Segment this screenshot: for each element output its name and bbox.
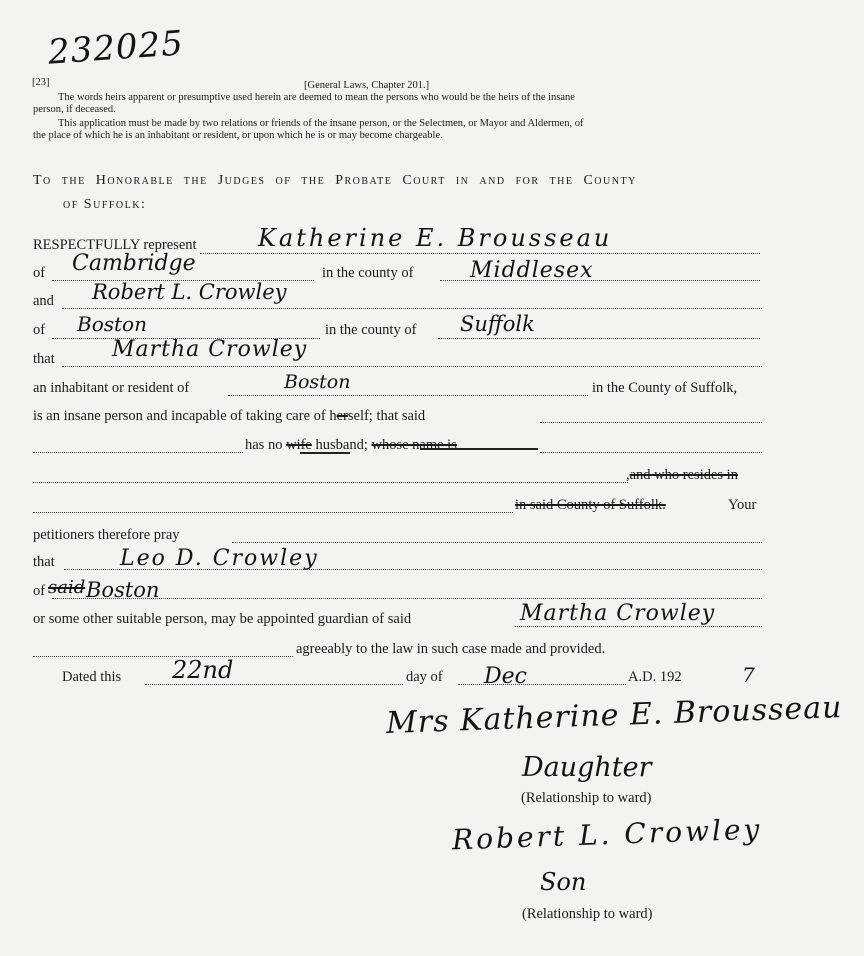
petitioner-1-name: Katherine E. Brousseau — [258, 224, 613, 252]
your-label: Your — [728, 497, 757, 513]
file-number: 232025 — [46, 23, 186, 73]
dated-label: Dated this — [62, 669, 122, 685]
signature-2: Robert L. Crowley — [451, 812, 763, 857]
ad-label: A.D. 192 — [628, 669, 682, 685]
relation-1: Daughter — [522, 752, 652, 783]
relationship-caption-2: (Relationship to ward) — [522, 906, 653, 922]
respectfully-label: RESPECTFULLY represent — [33, 237, 197, 253]
petitioner-1-county: Middlesex — [470, 258, 594, 283]
note-2a: This application must be made by two relations or friends of the insane person, or the Selectmen, or Mayor and Aldermen, of — [58, 118, 584, 129]
form-number: [23] — [32, 77, 50, 88]
note-2b: the place of which he is an inhabitant or resident, or upon which he is or may become chargeable. — [33, 130, 443, 141]
day-of-label: day of — [406, 669, 443, 685]
address-line-1: To the Honorable the Judges of the Probate Court in and for the County — [33, 173, 637, 188]
inhabitant-label: an inhabitant or resident of — [33, 380, 190, 396]
relation-2: Son — [540, 868, 587, 896]
resides-clause: ,and who resides in — [626, 467, 738, 483]
that-label-2: that — [33, 554, 55, 570]
suitable-label: or some other suitable person, may be appointed guardian of said — [33, 611, 412, 627]
in-said-county-clause: in said County of Suffolk. — [515, 497, 666, 513]
petitioner-2-name: Robert L. Crowley — [92, 280, 287, 304]
law-reference: [General Laws, Chapter 201.] — [304, 80, 430, 91]
petitioner-2-town: Boston — [77, 312, 147, 336]
agreeably-label: agreeably to the law in such case made and provided. — [296, 641, 606, 657]
proposed-guardian: Leo D. Crowley — [120, 546, 319, 571]
and-label: and — [33, 293, 54, 309]
relationship-caption-1: (Relationship to ward) — [521, 790, 652, 806]
note-1a: The words heirs apparent or presumptive used herein are deemed to mean the persons who would be the heirs of the insane — [58, 92, 575, 103]
address-line-2: of Suffolk: — [63, 197, 147, 212]
petitioners-label: petitioners therefore pray — [33, 527, 180, 543]
dated-month: Dec — [484, 664, 527, 689]
ward-name-again: Martha Crowley — [520, 601, 716, 626]
note-1b: person, if deceased. — [33, 104, 116, 115]
county-suffolk-label: in the County of Suffolk, — [592, 380, 738, 396]
of-label-2: of — [33, 322, 46, 338]
insane-clause: is an insane person and incapable of taking care of herself; that said — [33, 408, 426, 424]
guardian-town: Boston — [86, 578, 160, 602]
in-county-label-2: in the county of — [325, 322, 417, 338]
ward-name: Martha Crowley — [112, 337, 308, 362]
ward-residence: Boston — [284, 371, 351, 393]
of-label-1: of — [33, 265, 46, 281]
guardian-said-struck: said — [48, 577, 86, 598]
in-county-label-1: in the county of — [322, 265, 414, 281]
that-label-1: that — [33, 351, 55, 367]
petitioner-2-county: Suffolk — [460, 312, 535, 336]
dated-day: 22nd — [172, 656, 234, 684]
signature-1: Mrs Katherine E. Brousseau — [385, 690, 843, 741]
of-label-3: of — [33, 583, 46, 599]
petitioner-1-town: Cambridge — [72, 251, 196, 276]
has-no-label: has no wife husband; whose name is — [245, 437, 457, 453]
dated-year-digit: 7 — [742, 663, 755, 687]
